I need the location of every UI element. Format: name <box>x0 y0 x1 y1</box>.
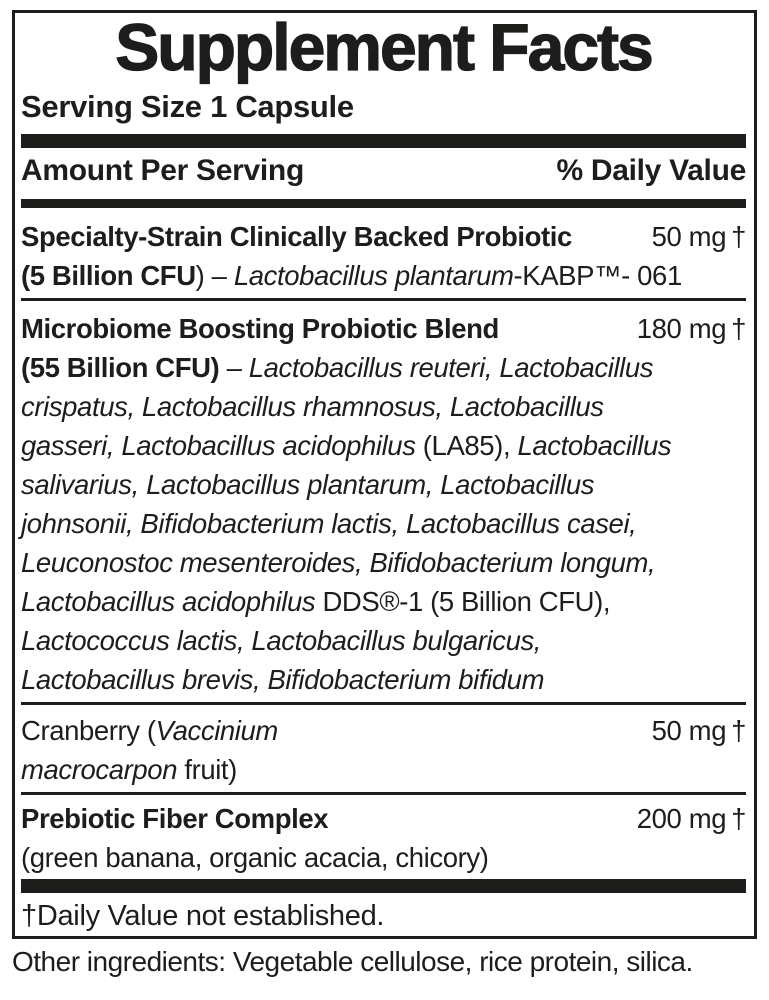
thick-separator-bar <box>21 134 746 148</box>
species-name: Lactobacillus <box>517 430 672 461</box>
strain-code: (LA85), <box>415 430 518 461</box>
nutrient-row-cranberry <box>21 705 746 789</box>
species-name: salivarius, Lactobacillus plantarum, Lactobacillus <box>21 469 595 500</box>
species-name: gasseri, Lactobacillus acidophilus <box>21 430 416 461</box>
supplement-facts-panel <box>12 10 757 939</box>
ingredient-line <box>21 504 746 543</box>
species-name: Vaccinium <box>155 715 278 746</box>
other-ingredients-text: Other ingredients: Vegetable cellulose, rice protein, silica. <box>12 946 693 977</box>
separator-text: ) – <box>195 260 234 291</box>
ingredient-line <box>21 660 746 699</box>
nutrient-row-prebiotic-fiber <box>21 795 746 877</box>
species-name: Lactococcus lactis, Lactobacillus bulgaricus, <box>21 625 542 656</box>
ingredient-line <box>21 582 746 621</box>
amount-value: 200 mg <box>636 803 727 834</box>
dagger-symbol: † <box>731 313 746 344</box>
column-header-row <box>21 155 746 187</box>
ingredient-sources-text: (green banana, organic acacia, chicory) <box>21 842 489 873</box>
ingredient-line <box>21 309 746 348</box>
footnote-daily-value: †Daily Value not established. <box>21 900 385 932</box>
strain-code: -KABP™- 061 <box>513 260 682 291</box>
column-header-daily-value: % Daily Value <box>556 154 746 187</box>
species-name: Lactobacillus brevis, Bifidobacterium bifidum <box>21 664 545 695</box>
ingredient-line <box>21 217 746 256</box>
species-name: Leuconostoc mesenteroides, Bifidobacterium longum, <box>21 547 656 578</box>
ingredient-line <box>21 621 746 660</box>
ingredient-line <box>21 750 746 789</box>
amount-value: 180 mg <box>636 313 727 344</box>
ingredient-line <box>21 465 746 504</box>
ingredient-line <box>21 387 746 426</box>
column-header-amount: Amount Per Serving <box>21 154 304 187</box>
cfu-count: (55 Billion CFU) <box>21 352 220 383</box>
plant-part-text: fruit) <box>177 754 237 785</box>
species-name: johnsonii, Bifidobacterium lactis, Lactobacillus casei, <box>21 508 637 539</box>
ingredient-line <box>21 711 746 750</box>
amount-cell <box>637 309 746 348</box>
species-name: Lactobacillus acidophilus <box>21 586 316 617</box>
cfu-count: (5 Billion CFU <box>21 260 196 291</box>
amount-cell <box>652 217 746 256</box>
ingredient-line <box>21 256 746 295</box>
ingredient-line <box>21 348 746 387</box>
thick-separator-bar-bottom <box>21 879 746 893</box>
dagger-symbol: † <box>731 221 746 252</box>
amount-value: 50 mg <box>651 715 727 746</box>
ingredient-line <box>21 838 746 877</box>
ingredient-line <box>21 426 746 465</box>
dagger-symbol: † <box>731 803 746 834</box>
species-name: Lactobacillus reuteri, Lactobacillus <box>248 352 654 383</box>
nutrient-row-specialty-strain-probiotic <box>21 208 746 295</box>
amount-cell <box>637 799 746 838</box>
serving-size-text: Serving Size 1 Capsule <box>21 89 354 124</box>
species-name: macrocarpon <box>21 754 178 785</box>
amount-value: 50 mg <box>651 221 727 252</box>
medium-separator-bar <box>21 199 746 208</box>
dagger-symbol: † <box>731 715 746 746</box>
nutrient-row-microbiome-blend <box>21 301 746 699</box>
nutrient-name: Prebiotic Fiber Complex <box>21 803 329 834</box>
ingredient-line <box>21 799 746 838</box>
amount-cell <box>652 711 746 750</box>
species-name: crispatus, Lactobacillus rhamnosus, Lactobacillus <box>21 391 604 422</box>
nutrient-name: Cranberry ( <box>21 715 156 746</box>
nutrient-name: Specialty-Strain Clinically Backed Probiotic <box>21 221 572 252</box>
ingredient-line <box>21 543 746 582</box>
strain-code: DDS®-1 (5 Billion CFU), <box>315 586 611 617</box>
nutrient-name: Microbiome Boosting Probiotic Blend <box>21 313 499 344</box>
separator-text: – <box>219 352 249 383</box>
panel-title: Supplement Facts <box>115 10 652 84</box>
species-name: Lactobacillus plantarum <box>233 260 514 291</box>
